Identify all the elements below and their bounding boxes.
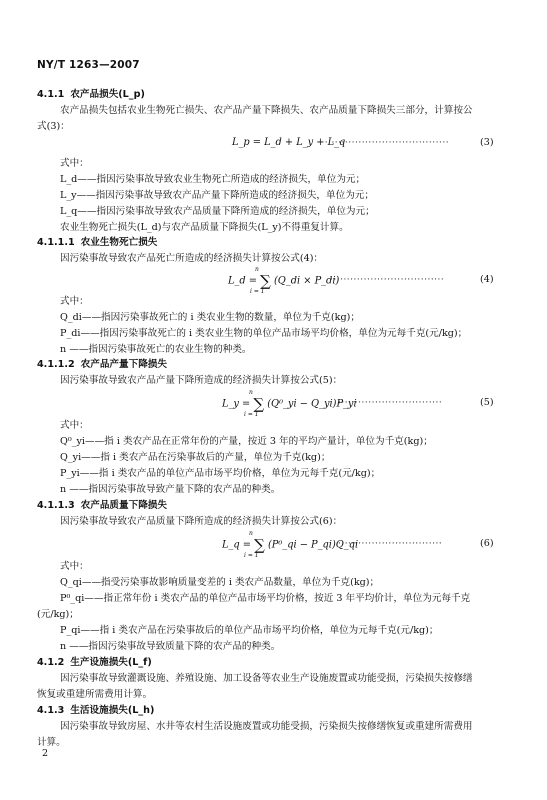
section-heading-4-1-1-3 (37, 499, 167, 512)
definition-continued: (元/kg)； (37, 609, 79, 620)
definition: L_q——指因污染事故导致农产品质量下降所造成的经济损失，单位为元； (60, 206, 375, 217)
section-number: 4.1.2 (37, 657, 65, 668)
definition: P_di——指因污染事故死亡的 i 类农业生物的单位产品市场平均价格，单位为元每千克(元/kg)； (60, 328, 468, 339)
section-number: 4.1.1.3 (37, 500, 75, 511)
section-number: 4.1.1 (37, 89, 65, 100)
where-label: 式中： (60, 561, 89, 572)
section-heading-4-1-1 (37, 88, 145, 101)
sum-upper-limit: n (249, 389, 253, 396)
sum-upper-limit: n (255, 266, 259, 273)
definition: P_yi——指 i 类农产品的单位产品市场平均价格，单位为元每千克(元/kg)； (60, 468, 381, 479)
section-heading-4-1-3 (37, 704, 154, 717)
section-title: 生活设施损失(L_h) (70, 705, 155, 716)
paragraph: 式(3)： (37, 121, 70, 132)
formula-rhs: (Q⁰_yi − Q_yi)P_yi (267, 398, 357, 410)
section-title: 农产品质量下降损失 (80, 500, 167, 511)
paragraph: 因污染事故导致农产品死亡所造成的经济损失计算按公式(4)： (60, 253, 324, 264)
section-heading-4-1-1-2 (37, 358, 167, 371)
definition: P⁰_qi——指正常年份 i 类农产品的单位产品市场平均价格，按近 3 年平均价计，单位为元每千克 (60, 593, 471, 604)
paragraph: 因污染事故导致灌溉设施、养殖设施、加工设备等农业生产设施废置或功能受损，污染损失按修缮 (60, 673, 473, 684)
equation-number: (5) (480, 397, 494, 408)
definition: Q⁰_yi——指 i 类农产品在正常年份的产量，按近 3 年的平均产量计，单位为千克(kg)； (60, 436, 433, 447)
equation-number: (6) (480, 538, 494, 549)
paragraph: 恢复或重建所需费用计算。 (37, 689, 153, 700)
sum-lower-limit: i = 1 (244, 552, 259, 559)
section-heading-4-1-2 (37, 656, 152, 669)
formula-rhs: (Q_di × P_di) (273, 275, 340, 287)
formula-3: L_p = L_d + L_y + L_q (232, 137, 346, 148)
section-title: 农产品产量下降损失 (80, 359, 167, 370)
equation-number: (4) (480, 274, 494, 285)
page-number: 2 (42, 748, 49, 759)
sum-lower-limit: i = 1 (250, 288, 265, 295)
definition: L_y——指因污染事故导致农产品产量下降所造成的经济损失，单位为元； (60, 190, 374, 201)
formula-lhs: L_d = (228, 275, 257, 287)
definition: Q_yi——指 i 类农产品在污染事故后的产量，单位为千克(kg)； (60, 452, 331, 463)
definition: n ——指因污染事故死亡的农业生物的种类。 (60, 344, 252, 355)
formula-lhs: L_q = (222, 539, 251, 551)
leader-dots: ······································· (318, 138, 450, 148)
leader-dots: ······························· (338, 539, 443, 549)
standard-code-header: NY/T 1263—2007 (37, 59, 140, 71)
sum-upper-limit: n (249, 530, 253, 537)
paragraph: 计算。 (37, 737, 66, 748)
summation-sign: ∑ (253, 395, 265, 413)
formula-5 (222, 395, 357, 413)
summation-sign: ∑ (254, 536, 265, 554)
definition: P_qi——指 i 类农产品在污染事故后的单位产品市场平均价格，单位为元每千克(元/kg)； (60, 625, 439, 636)
section-title: 农业生物死亡损失 (80, 237, 158, 248)
section-number: 4.1.1.2 (37, 359, 75, 370)
section-number: 4.1.1.1 (37, 237, 75, 248)
definition: n ——指因污染事故导致产量下降的农产品的种类。 (60, 484, 281, 495)
equation-number: (3) (480, 137, 494, 148)
where-label: 式中： (60, 158, 89, 169)
formula-lhs: L_y = (222, 398, 251, 410)
sum-lower-limit: i = 1 (244, 411, 259, 418)
definition: n ——指因污染事故导致质量下降的农产品的种类。 (60, 641, 281, 652)
where-label: 式中： (60, 420, 89, 431)
formula-rhs: (P⁰_qi − P_qi)Q_qi (267, 539, 359, 551)
paragraph: 因污染事故导致农产品产量下降所造成的经济损失计算按公式(5)： (60, 375, 343, 386)
summation-sign: ∑ (260, 272, 271, 290)
section-heading-4-1-1-1 (37, 236, 157, 249)
note: 农业生物死亡损失(L_d)与农产品质量下降损失(L_y)不得重复计算。 (60, 222, 349, 233)
section-title: 生产设施损失(L_f) (70, 657, 152, 668)
definition: Q_qi——指受污染事故影响质量变差的 i 类农产品数量，单位为千克(kg)； (60, 577, 380, 588)
paragraph: 农产品损失包括农业生物死亡损失、农产品产量下降损失、农产品质量下降损失三部分，计算按公 (60, 105, 473, 116)
paragraph: 因污染事故导致农产品质量下降所造成的经济损失计算按公式(6)： (60, 516, 343, 527)
section-number: 4.1.3 (37, 705, 65, 716)
formula-4 (228, 272, 339, 290)
leader-dots: ·································· (330, 275, 445, 285)
where-label: 式中： (60, 296, 89, 307)
leader-dots: ······························· (338, 398, 443, 408)
definition: Q_di——指因污染事故死亡的 i 类农业生物的数量，单位为千克(kg)； (60, 312, 360, 323)
section-title: 农产品损失(L_p) (70, 89, 145, 100)
paragraph: 因污染事故导致房屋、水井等农村生活设施废置或功能受损，污染损失按修缮恢复或重建所需费用 (60, 721, 473, 732)
definition: L_d——指因污染事故导致农业生物死亡所造成的经济损失，单位为元； (60, 174, 366, 185)
